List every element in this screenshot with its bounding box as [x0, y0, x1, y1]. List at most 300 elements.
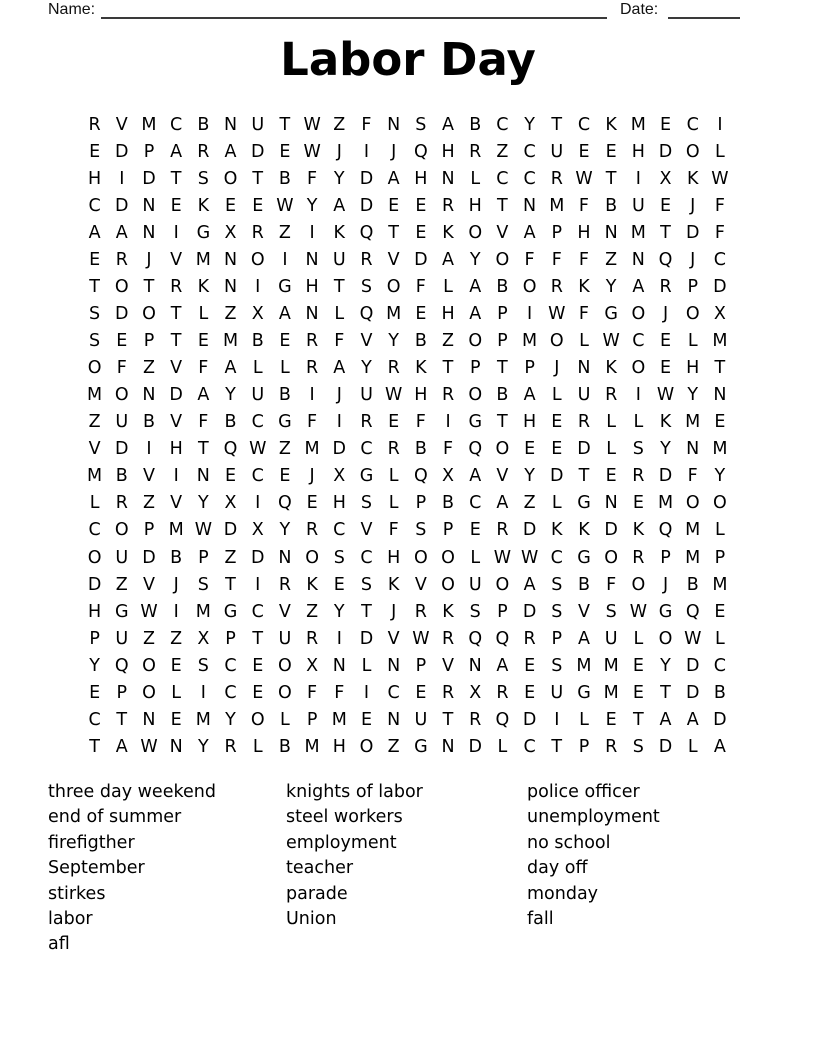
grid-letter-r10c7: L [252, 358, 263, 379]
grid-letter-r12c10: I [336, 412, 342, 433]
grid-letter-r20c9: R [306, 628, 319, 649]
grid-letter-r3c6: O [223, 168, 238, 189]
grid-letter-r19c15: S [469, 601, 481, 622]
grid-letter-r1c1: R [88, 114, 101, 135]
grid-letter-r7c14: L [443, 277, 453, 298]
grid-letter-r21c16: A [496, 655, 509, 676]
grid-letter-r24c5: Y [197, 736, 209, 757]
grid-letter-r15c9: E [306, 493, 318, 514]
grid-letter-r9c18: O [549, 331, 564, 352]
grid-letter-r9c8: E [279, 331, 291, 352]
grid-letter-r7c3: T [143, 277, 155, 298]
grid-letter-r5c6: X [224, 222, 237, 243]
grid-letter-r9c2: E [116, 331, 128, 352]
grid-letter-r22c10: F [334, 682, 345, 703]
grid-letter-r4c18: M [549, 195, 565, 216]
grid-letter-r5c19: H [577, 222, 591, 243]
grid-letter-r23c22: A [659, 709, 672, 730]
grid-letter-r22c18: U [550, 682, 564, 703]
grid-letter-r13c21: S [632, 439, 644, 460]
grid-letter-r11c17: A [523, 385, 536, 406]
grid-letter-r17c10: S [333, 547, 345, 568]
grid-letter-r1c13: S [415, 114, 427, 135]
grid-letter-r24c14: N [441, 736, 455, 757]
word-search-grid [81, 112, 734, 761]
grid-letter-r12c19: R [577, 412, 591, 433]
grid-letter-r22c3: O [142, 682, 156, 703]
grid-letter-r5c3: N [142, 222, 156, 243]
grid-letter-r24c19: P [578, 736, 590, 757]
grid-letter-r5c23: D [685, 222, 700, 243]
grid-letter-r5c24: F [714, 222, 725, 243]
grid-letter-r9c10: F [334, 331, 345, 352]
grid-letter-r1c23: C [686, 114, 699, 135]
grid-letter-r7c7: I [255, 277, 261, 298]
grid-letter-r14c4: I [173, 466, 179, 487]
grid-letter-r16c12: F [388, 520, 399, 541]
grid-letter-r6c19: F [578, 250, 589, 270]
grid-letter-r21c21: E [632, 655, 644, 676]
grid-letter-r15c13: P [415, 493, 427, 514]
grid-letter-r9c6: M [222, 331, 239, 352]
grid-letter-r12c3: B [142, 412, 155, 433]
grid-letter-r18c12: K [387, 574, 400, 595]
grid-letter-r10c20: K [605, 358, 617, 379]
grid-letter-r19c24: E [714, 601, 726, 622]
grid-letter-r14c9: J [309, 466, 315, 487]
grid-letter-r23c15: R [469, 709, 482, 730]
grid-letter-r13c1: V [88, 439, 101, 460]
grid-letter-r20c4: Z [170, 628, 183, 649]
grid-letter-r2c7: D [250, 141, 265, 162]
grid-letter-r13c3: I [146, 439, 152, 460]
grid-letter-r16c5: W [194, 520, 212, 541]
grid-letter-r15c2: R [115, 493, 128, 514]
grid-letter-r2c23: O [685, 141, 700, 162]
grid-letter-r10c18: J [554, 358, 560, 379]
grid-letter-r17c3: D [142, 547, 156, 568]
grid-letter-r15c19: G [577, 493, 591, 514]
grid-letter-r7c13: F [415, 277, 426, 298]
grid-letter-r7c10: T [333, 277, 345, 298]
grid-letter-r12c18: E [551, 412, 563, 433]
grid-letter-r23c3: N [142, 709, 156, 730]
grid-letter-r17c22: P [660, 547, 671, 568]
grid-letter-r1c22: E [660, 114, 672, 135]
grid-letter-r23c23: A [686, 709, 699, 730]
grid-letter-r13c7: W [249, 439, 267, 460]
grid-letter-r11c14: R [441, 385, 455, 406]
grid-letter-r2c5: R [197, 141, 210, 162]
grid-letter-r16c7: X [251, 520, 264, 541]
grid-letter-r7c9: H [305, 277, 319, 298]
grid-letter-r14c16: V [496, 466, 509, 487]
grid-letter-r12c21: L [633, 412, 644, 433]
grid-letter-r18c18: S [551, 574, 563, 595]
grid-letter-r22c24: B [713, 682, 726, 703]
grid-letter-r22c11: I [363, 682, 370, 703]
grid-letter-r18c17: A [523, 574, 536, 595]
grid-letter-r21c5: S [197, 655, 209, 676]
grid-letter-r6c21: N [631, 250, 645, 270]
grid-letter-r12c13: F [415, 412, 426, 433]
grid-letter-r20c20: U [604, 628, 618, 649]
grid-letter-r6c14: A [442, 250, 455, 270]
grid-letter-r7c16: B [496, 277, 509, 298]
grid-letter-r22c12: C [387, 682, 400, 703]
grid-letter-r14c2: B [115, 466, 128, 487]
grid-letter-r21c23: D [685, 655, 700, 676]
grid-letter-r3c12: A [387, 168, 400, 189]
grid-letter-r19c14: K [442, 601, 454, 622]
grid-letter-r14c1: M [87, 466, 103, 487]
grid-letter-r10c1: O [87, 358, 102, 379]
grid-letter-r2c8: E [279, 141, 291, 162]
grid-letter-r4c23: J [690, 195, 696, 216]
grid-letter-r21c18: S [551, 655, 563, 676]
grid-letter-r1c6: N [223, 114, 238, 135]
grid-letter-r16c6: D [223, 520, 238, 541]
grid-letter-r7c15: A [469, 277, 482, 298]
grid-letter-r12c2: U [115, 412, 129, 433]
grid-letter-r14c12: L [388, 466, 399, 487]
grid-letter-r10c10: A [333, 358, 346, 379]
grid-letter-r19c13: R [414, 601, 427, 622]
grid-letter-r15c22: M [657, 493, 674, 514]
grid-letter-r8c19: F [578, 304, 589, 325]
grid-letter-r9c4: T [170, 331, 182, 352]
grid-letter-r19c20: S [605, 601, 617, 622]
grid-letter-r20c1: P [89, 628, 100, 649]
grid-letter-r6c18: F [551, 250, 562, 270]
grid-letter-r11c5: A [197, 385, 210, 406]
grid-letter-r18c24: M [712, 574, 728, 595]
grid-letter-r1c18: T [551, 114, 563, 135]
grid-letter-r22c19: G [577, 682, 591, 703]
grid-letter-r1c4: C [170, 114, 183, 135]
grid-letter-r10c19: N [577, 358, 591, 379]
grid-letter-r22c17: E [524, 682, 536, 703]
grid-letter-r20c13: W [412, 628, 430, 649]
word-item: police officer [527, 782, 640, 802]
word-list-column-2 [286, 780, 527, 932]
grid-letter-r3c7: T [252, 168, 264, 189]
grid-letter-r4c15: H [468, 195, 482, 216]
grid-letter-r18c19: B [577, 574, 590, 595]
grid-letter-r20c23: W [684, 628, 702, 649]
grid-letter-r5c22: T [660, 222, 671, 243]
grid-letter-r15c17: Z [523, 493, 536, 514]
grid-letter-r4c4: E [170, 195, 182, 216]
grid-letter-r19c6: G [223, 601, 238, 622]
grid-letter-r2c10: J [336, 141, 342, 162]
grid-letter-r10c14: T [442, 358, 454, 379]
grid-letter-r21c1: Y [89, 655, 100, 676]
grid-letter-r9c7: B [251, 331, 264, 352]
grid-letter-r23c2: T [116, 709, 128, 730]
grid-letter-r8c11: Q [359, 304, 374, 325]
grid-letter-r20c21: L [633, 628, 644, 649]
grid-letter-r12c12: E [388, 412, 400, 433]
grid-letter-r6c10: U [332, 250, 346, 270]
grid-letter-r22c6: C [224, 682, 237, 703]
grid-letter-r7c6: N [223, 277, 238, 298]
grid-letter-r2c17: C [523, 141, 536, 162]
grid-letter-r1c12: N [387, 114, 401, 135]
grid-letter-r15c20: N [604, 493, 618, 514]
grid-letter-r24c15: D [468, 736, 482, 757]
grid-letter-r19c8: V [278, 601, 291, 622]
grid-letter-r2c18: U [550, 141, 564, 162]
grid-letter-r22c5: I [200, 682, 206, 703]
grid-letter-r19c11: T [361, 601, 372, 622]
grid-letter-r7c24: D [713, 277, 727, 298]
grid-letter-r18c6: T [225, 574, 236, 595]
grid-letter-r1c16: C [496, 114, 509, 135]
grid-letter-r23c4: E [170, 709, 182, 730]
grid-letter-r10c8: L [280, 358, 290, 379]
grid-letter-r22c4: L [171, 682, 182, 703]
grid-letter-r17c20: O [604, 547, 619, 568]
grid-letter-r6c2: R [115, 250, 128, 270]
grid-letter-r20c8: U [278, 628, 292, 649]
grid-letter-r24c17: C [523, 736, 536, 757]
grid-letter-r12c24: E [714, 412, 726, 433]
grid-letter-r24c2: A [115, 736, 128, 757]
grid-letter-r4c1: C [88, 195, 101, 216]
grid-letter-r2c15: R [469, 141, 482, 162]
grid-letter-r8c6: Z [224, 304, 237, 325]
grid-letter-r6c22: Q [658, 250, 673, 270]
grid-letter-r6c11: R [360, 250, 373, 270]
grid-letter-r3c5: S [197, 168, 209, 189]
grid-letter-r1c14: A [442, 114, 455, 135]
grid-letter-r22c23: D [685, 682, 700, 703]
grid-letter-r12c5: F [198, 412, 209, 433]
grid-letter-r10c3: Z [142, 358, 155, 379]
grid-letter-r16c24: L [715, 520, 725, 541]
grid-letter-r10c12: R [387, 358, 400, 379]
grid-letter-r12c20: L [606, 412, 617, 433]
grid-letter-r9c20: W [602, 331, 620, 352]
grid-letter-r8c24: X [713, 304, 726, 325]
grid-letter-r11c1: M [87, 385, 103, 406]
grid-letter-r1c7: U [251, 114, 265, 135]
grid-letter-r22c20: M [603, 682, 619, 703]
grid-letter-r16c4: M [168, 520, 184, 541]
puzzle-title: Labor Day [280, 33, 536, 86]
grid-letter-r22c22: T [660, 682, 671, 703]
grid-letter-r21c13: P [415, 655, 427, 676]
word-item: Union [286, 909, 337, 930]
grid-letter-r8c17: I [527, 304, 533, 325]
grid-letter-r11c22: W [656, 385, 675, 406]
grid-letter-r16c8: Y [279, 520, 291, 541]
grid-letter-r24c1: T [89, 736, 100, 757]
grid-letter-r1c2: V [115, 114, 128, 135]
grid-letter-r7c8: G [278, 277, 292, 298]
grid-letter-r4c9: Y [306, 195, 318, 216]
grid-letter-r18c8: R [278, 574, 291, 595]
grid-letter-r21c2: Q [114, 655, 129, 676]
grid-letter-r6c24: C [713, 250, 727, 270]
grid-letter-r4c24: F [714, 195, 725, 216]
grid-letter-r19c3: W [140, 601, 158, 622]
grid-letter-r20c14: R [441, 628, 455, 649]
grid-letter-r20c16: Q [495, 628, 510, 649]
grid-letter-r21c19: M [576, 655, 592, 676]
grid-letter-r18c23: B [686, 574, 699, 595]
grid-letter-r5c11: Q [359, 222, 374, 243]
grid-letter-r12c11: R [360, 412, 373, 433]
grid-letter-r14c18: D [550, 466, 564, 487]
grid-letter-r14c3: V [142, 466, 155, 487]
name-label: Name: [48, 1, 96, 18]
grid-letter-r1c20: K [605, 114, 617, 135]
grid-letter-r9c15: O [468, 331, 483, 352]
grid-letter-r20c24: L [715, 628, 725, 649]
grid-letter-r21c20: M [603, 655, 619, 676]
grid-letter-r19c18: S [551, 601, 563, 622]
grid-letter-r4c11: D [359, 195, 374, 216]
grid-letter-r10c5: F [198, 358, 209, 379]
grid-letter-r15c8: Q [278, 493, 292, 514]
grid-letter-r3c14: N [441, 168, 455, 189]
grid-letter-r4c10: A [333, 195, 346, 216]
grid-letter-r9c9: R [306, 331, 319, 352]
grid-letter-r6c5: M [195, 250, 211, 270]
grid-letter-r7c19: K [578, 277, 590, 298]
grid-letter-r17c16: W [493, 547, 512, 568]
grid-letter-r4c7: E [252, 195, 264, 216]
grid-letter-r23c16: Q [495, 709, 510, 730]
grid-letter-r15c18: L [551, 493, 562, 514]
grid-letter-r14c17: Y [524, 466, 535, 487]
grid-letter-r16c19: K [578, 520, 590, 541]
grid-letter-r21c6: C [224, 655, 237, 676]
grid-letter-r20c19: A [577, 628, 590, 649]
grid-letter-r20c18: P [551, 628, 563, 649]
grid-letter-r17c11: C [360, 547, 373, 568]
grid-letter-r15c21: E [632, 493, 644, 514]
grid-letter-r17c21: R [632, 547, 645, 568]
grid-letter-r4c5: K [197, 195, 210, 216]
grid-letter-r18c5: S [197, 574, 209, 595]
grid-letter-r14c14: X [442, 466, 455, 487]
grid-letter-r22c16: R [496, 682, 509, 703]
grid-letter-r22c8: O [278, 682, 292, 703]
grid-letter-r3c24: W [711, 168, 729, 189]
grid-letter-r24c22: D [658, 736, 673, 757]
grid-letter-r12c23: M [685, 412, 701, 433]
grid-letter-r6c3: J [146, 250, 152, 270]
grid-letter-r18c7: I [255, 574, 261, 595]
grid-letter-r23c18: I [554, 709, 560, 730]
grid-letter-r13c18: E [551, 439, 563, 460]
grid-letter-r24c8: B [278, 736, 291, 757]
grid-letter-r16c13: S [415, 520, 427, 541]
grid-letter-r23c6: Y [225, 709, 236, 730]
grid-letter-r3c9: F [307, 168, 318, 189]
grid-letter-r20c15: Q [468, 628, 483, 649]
grid-letter-r2c3: P [143, 141, 155, 162]
grid-letter-r12c9: F [307, 412, 318, 433]
grid-letter-r8c21: O [631, 304, 646, 325]
grid-letter-r19c22: G [658, 601, 673, 622]
grid-letter-r3c20: T [605, 168, 617, 189]
grid-letter-r7c18: R [550, 277, 563, 298]
grid-letter-r8c4: T [170, 304, 182, 325]
grid-letter-r16c17: D [522, 520, 537, 541]
grid-letter-r13c9: M [304, 439, 320, 460]
grid-letter-r3c22: X [659, 168, 672, 189]
grid-letter-r13c4: H [169, 439, 183, 460]
grid-letter-r2c6: A [224, 141, 237, 162]
grid-letter-r23c19: L [579, 709, 589, 730]
grid-letter-r2c1: E [89, 141, 101, 162]
grid-letter-r7c11: S [360, 277, 373, 298]
grid-letter-r19c12: J [391, 601, 397, 622]
grid-letter-r19c10: Y [333, 601, 345, 622]
grid-letter-r18c16: O [495, 574, 510, 595]
grid-letter-r23c10: M [331, 709, 347, 730]
grid-letter-r5c16: V [496, 222, 509, 243]
grid-letter-r3c17: C [523, 168, 536, 189]
grid-letter-r12c15: G [468, 412, 482, 433]
grid-letter-r11c10: J [336, 385, 342, 406]
grid-letter-r8c8: A [278, 304, 291, 325]
grid-letter-r13c13: B [414, 439, 427, 460]
grid-letter-r8c13: E [415, 304, 427, 325]
grid-letter-r9c16: P [497, 331, 508, 352]
grid-letter-r4c21: U [631, 195, 645, 216]
word-item: September [48, 858, 145, 879]
grid-letter-r6c9: N [305, 250, 319, 270]
grid-letter-r2c24: L [715, 141, 725, 162]
grid-letter-r12c8: G [278, 412, 292, 433]
grid-letter-r15c11: S [360, 493, 373, 514]
grid-letter-r24c11: O [359, 736, 374, 757]
grid-letter-r24c21: S [632, 736, 644, 757]
grid-letter-r6c23: J [690, 250, 696, 270]
grid-letter-r11c23: Y [687, 385, 699, 406]
grid-letter-r10c4: V [170, 358, 183, 379]
grid-letter-r9c23: L [687, 331, 698, 352]
grid-letter-r13c19: D [577, 439, 591, 460]
grid-letter-r24c16: L [497, 736, 508, 757]
grid-letter-r22c1: E [89, 682, 101, 703]
grid-letter-r21c22: Y [660, 655, 671, 676]
grid-letter-r18c21: O [631, 574, 646, 595]
grid-letter-r21c14: V [442, 655, 455, 676]
grid-letter-r6c16: O [495, 250, 510, 270]
grid-letter-r17c12: H [387, 547, 401, 568]
grid-letter-r20c5: X [197, 628, 210, 649]
grid-letter-r16c21: K [632, 520, 645, 541]
word-item: no school [527, 832, 611, 853]
grid-letter-r13c11: C [360, 439, 373, 460]
grid-letter-r20c2: U [115, 628, 129, 649]
grid-letter-r4c13: E [415, 195, 427, 216]
grid-letter-r17c6: Z [224, 547, 237, 568]
grid-letter-r19c2: G [115, 601, 129, 622]
grid-letter-r4c14: R [441, 195, 455, 216]
grid-letter-r13c17: E [524, 439, 536, 460]
grid-letter-r3c16: C [496, 168, 509, 189]
grid-letter-r5c2: A [115, 222, 128, 243]
grid-letter-r19c5: M [195, 601, 211, 622]
grid-letter-r20c7: T [252, 628, 264, 649]
